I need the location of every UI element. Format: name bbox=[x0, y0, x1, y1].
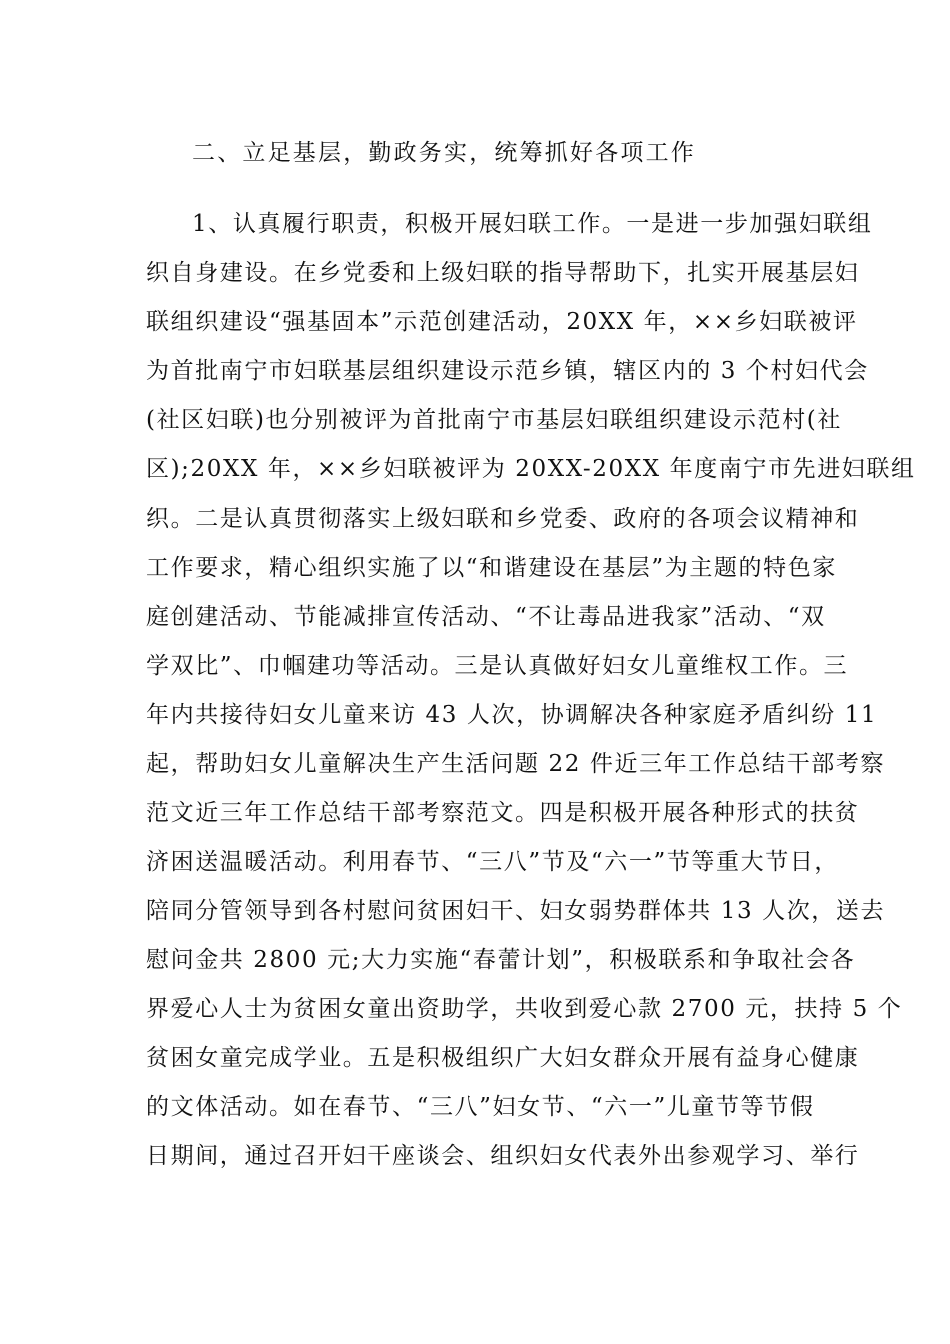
paragraph-line: 织。二是认真贯彻落实上级妇联和乡党委、政府的各项会议精神和 bbox=[146, 506, 860, 532]
paragraph-line: 区);20XX 年，××乡妇联被评为 20XX-20XX 年度南宁市先进妇联组 bbox=[146, 456, 916, 482]
paragraph-line: 为首批南宁市妇联基层组织建设示范乡镇，辖区内的 3 个村妇代会 bbox=[146, 358, 869, 384]
paragraph-line: (社区妇联)也分别被评为首批南宁市基层妇联组织建设示范村(社 bbox=[146, 407, 842, 433]
paragraph-line: 济困送温暖活动。利用春节、“三八”节及“六一”节等重大节日， bbox=[146, 849, 840, 875]
paragraph-line: 联组织建设“强基固本”示范创建活动，20XX 年，××乡妇联被评 bbox=[146, 309, 858, 335]
paragraph-line: 范文近三年工作总结干部考察范文。四是积极开展各种形式的扶贫 bbox=[146, 800, 860, 826]
paragraph-line: 界爱心人士为贫困女童出资助学，共收到爱心款 2700 元，扶持 5 个 bbox=[146, 996, 903, 1022]
paragraph-line: 的文体活动。如在春节、“三八”妇女节、“六一”儿童节等节假 bbox=[146, 1094, 815, 1120]
paragraph-line: 贫困女童完成学业。五是积极组织广大妇女群众开展有益身心健康 bbox=[146, 1045, 860, 1071]
paragraph-line: 陪同分管领导到各村慰问贫困妇干、妇女弱势群体共 13 人次，送去 bbox=[146, 898, 886, 924]
paragraph-line: 织自身建设。在乡党委和上级妇联的指导帮助下，扎实开展基层妇 bbox=[146, 260, 860, 286]
section-heading: 二、立足基层，勤政务实，统筹抓好各项工作 bbox=[192, 140, 696, 166]
paragraph-line: 日期间，通过召开妇干座谈会、组织妇女代表外出参观学习、举行 bbox=[146, 1143, 860, 1169]
paragraph-line: 庭创建活动、节能减排宣传活动、“不让毒品进我家”活动、“双 bbox=[146, 604, 826, 630]
paragraph-line: 起，帮助妇女儿童解决生产生活问题 22 件近三年工作总结干部考察 bbox=[146, 751, 886, 777]
paragraph-line: 年内共接待妇女儿童来访 43 人次，协调解决各种家庭矛盾纠纷 11 bbox=[146, 702, 878, 728]
paragraph-line: 1、认真履行职责，积极开展妇联工作。一是进一步加强妇联组 bbox=[192, 211, 873, 237]
paragraph-line: 学双比”、巾帼建功等活动。三是认真做好妇女儿童维权工作。三 bbox=[146, 653, 849, 679]
paragraph-line: 工作要求，精心组织实施了以“和谐建设在基层”为主题的特色家 bbox=[146, 555, 837, 581]
paragraph-line: 慰问金共 2800 元;大力实施“春蕾计划”，积极联系和争取社会各 bbox=[146, 947, 856, 973]
